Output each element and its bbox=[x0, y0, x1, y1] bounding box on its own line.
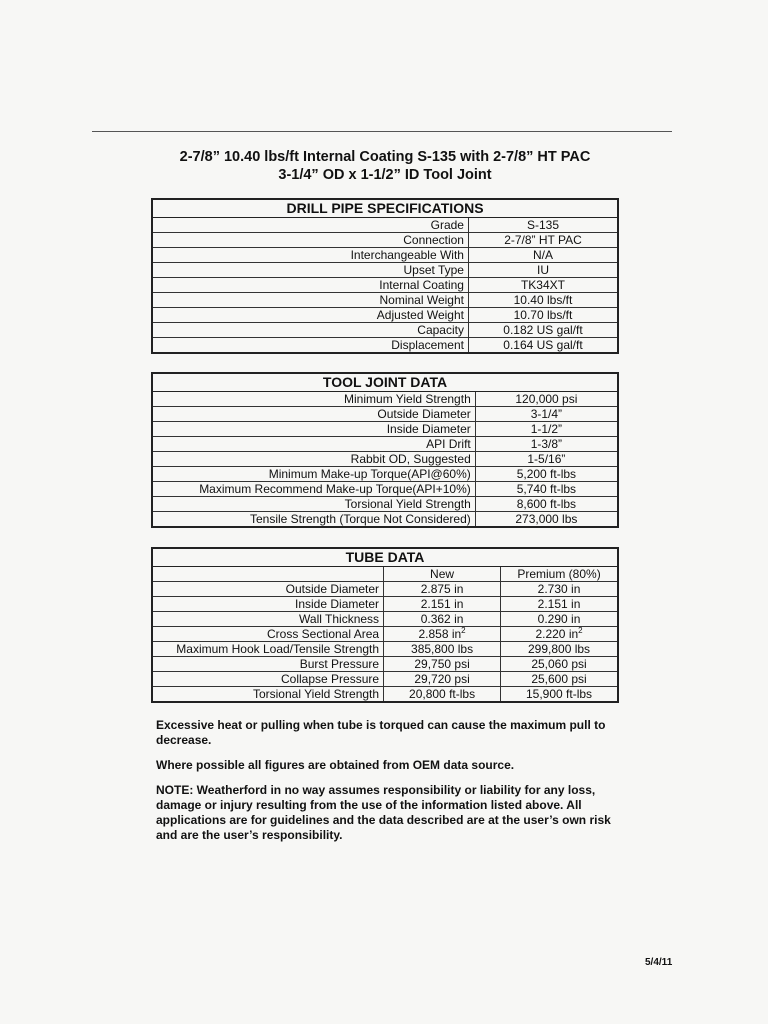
row-label: Outside Diameter bbox=[152, 407, 475, 422]
row-label: Maximum Hook Load/Tensile Strength bbox=[152, 642, 384, 657]
table-row bbox=[152, 482, 618, 497]
table-row bbox=[152, 293, 618, 308]
table-row bbox=[152, 512, 618, 528]
tool-joint-heading: TOOL JOINT DATA bbox=[152, 373, 618, 392]
drill-pipe-spec-table bbox=[151, 198, 619, 354]
row-label: Burst Pressure bbox=[152, 657, 384, 672]
row-value: 120,000 psi bbox=[475, 392, 618, 407]
row-value-new: 20,800 ft-lbs bbox=[384, 687, 501, 703]
row-value: 1-5/16” bbox=[475, 452, 618, 467]
table-row bbox=[152, 407, 618, 422]
row-value-new: 29,720 psi bbox=[384, 672, 501, 687]
row-value: 5,740 ft-lbs bbox=[475, 482, 618, 497]
row-label: Torsional Yield Strength bbox=[152, 687, 384, 703]
row-label: Tensile Strength (Torque Not Considered) bbox=[152, 512, 475, 528]
table-row bbox=[152, 323, 618, 338]
row-label: Rabbit OD, Suggested bbox=[152, 452, 475, 467]
table-row bbox=[152, 422, 618, 437]
row-value-new: 2.875 in bbox=[384, 582, 501, 597]
row-value-premium bbox=[501, 627, 618, 642]
row-value-premium: 15,900 ft-lbs bbox=[501, 687, 618, 703]
row-label: Outside Diameter bbox=[152, 582, 384, 597]
cross-area-new-value: 2.858 in bbox=[418, 627, 462, 641]
row-value: 5,200 ft-lbs bbox=[475, 467, 618, 482]
row-label: Displacement bbox=[152, 338, 468, 354]
row-value-new: 29,750 psi bbox=[384, 657, 501, 672]
table-row bbox=[152, 467, 618, 482]
table-row bbox=[152, 612, 618, 627]
row-value-premium: 2.730 in bbox=[501, 582, 618, 597]
table-row bbox=[152, 582, 618, 597]
row-label: Maximum Recommend Make-up Torque(API+10%) bbox=[152, 482, 475, 497]
row-value-premium: 299,800 lbs bbox=[501, 642, 618, 657]
table-row bbox=[152, 248, 618, 263]
table-row bbox=[152, 687, 618, 703]
table-row bbox=[152, 338, 618, 354]
row-value-premium: 0.290 in bbox=[501, 612, 618, 627]
row-label: Capacity bbox=[152, 323, 468, 338]
tube-heading: TUBE DATA bbox=[152, 548, 618, 567]
row-label: Interchangeable With bbox=[152, 248, 468, 263]
row-value-new: 385,800 lbs bbox=[384, 642, 501, 657]
col-header-new: New bbox=[384, 567, 501, 582]
superscript: 2 bbox=[461, 626, 466, 635]
row-value: 8,600 ft-lbs bbox=[475, 497, 618, 512]
table-row bbox=[152, 642, 618, 657]
table-row bbox=[152, 278, 618, 293]
row-label: Cross Sectional Area bbox=[152, 627, 384, 642]
row-value: 10.40 lbs/ft bbox=[468, 293, 618, 308]
top-divider bbox=[92, 131, 672, 132]
row-value: 0.164 US gal/ft bbox=[468, 338, 618, 354]
table-row bbox=[152, 263, 618, 278]
row-label: Nominal Weight bbox=[152, 293, 468, 308]
row-label: Internal Coating bbox=[152, 278, 468, 293]
note-source: Where possible all figures are obtained from OEM data source. bbox=[156, 758, 515, 772]
table-row bbox=[152, 597, 618, 612]
row-label: Connection bbox=[152, 233, 468, 248]
table-row bbox=[152, 218, 618, 233]
row-value: N/A bbox=[468, 248, 618, 263]
tube-data-table bbox=[151, 547, 619, 703]
row-label: Collapse Pressure bbox=[152, 672, 384, 687]
row-value: TK34XT bbox=[468, 278, 618, 293]
row-value: 2-7/8” HT PAC bbox=[468, 233, 618, 248]
row-value: 1-1/2” bbox=[475, 422, 618, 437]
table-header-row bbox=[152, 567, 618, 582]
row-value-premium: 2.151 in bbox=[501, 597, 618, 612]
table-row bbox=[152, 437, 618, 452]
superscript: 2 bbox=[578, 626, 583, 635]
drill-pipe-heading: DRILL PIPE SPECIFICATIONS bbox=[152, 199, 618, 218]
row-value: IU bbox=[468, 263, 618, 278]
col-header-premium: Premium (80%) bbox=[501, 567, 618, 582]
row-label: API Drift bbox=[152, 437, 475, 452]
table-row bbox=[152, 672, 618, 687]
row-value-premium: 25,060 psi bbox=[501, 657, 618, 672]
row-value-new bbox=[384, 627, 501, 642]
cross-area-premium-value: 2.220 in bbox=[535, 627, 579, 641]
row-value: 0.182 US gal/ft bbox=[468, 323, 618, 338]
empty-header-cell bbox=[152, 567, 384, 582]
row-label: Torsional Yield Strength bbox=[152, 497, 475, 512]
row-value: 10.70 lbs/ft bbox=[468, 308, 618, 323]
table-row bbox=[152, 497, 618, 512]
row-value-new: 0.362 in bbox=[384, 612, 501, 627]
row-label: Grade bbox=[152, 218, 468, 233]
row-label: Wall Thickness bbox=[152, 612, 384, 627]
note-heat: Excessive heat or pulling when tube is torqued can cause the maximum pull to decrease. bbox=[156, 718, 606, 747]
row-value: 273,000 lbs bbox=[475, 512, 618, 528]
notes-section bbox=[156, 718, 626, 853]
row-label: Minimum Yield Strength bbox=[152, 392, 475, 407]
table-row bbox=[152, 657, 618, 672]
row-label: Adjusted Weight bbox=[152, 308, 468, 323]
table-row bbox=[152, 627, 618, 642]
row-value-new: 2.151 in bbox=[384, 597, 501, 612]
title-line-2: 3-1/4” OD x 1-1/2” ID Tool Joint bbox=[278, 167, 492, 183]
row-value: S-135 bbox=[468, 218, 618, 233]
document-date: 5/4/11 bbox=[645, 957, 673, 968]
row-label: Minimum Make-up Torque(API@60%) bbox=[152, 467, 475, 482]
row-label: Inside Diameter bbox=[152, 422, 475, 437]
row-label: Upset Type bbox=[152, 263, 468, 278]
row-value: 3-1/4” bbox=[475, 407, 618, 422]
table-row bbox=[152, 308, 618, 323]
table-row bbox=[152, 392, 618, 407]
tool-joint-table bbox=[151, 372, 619, 528]
row-value: 1-3/8” bbox=[475, 437, 618, 452]
title-line-1: 2-7/8” 10.40 lbs/ft Internal Coating S-135 with 2-7/8” HT PAC bbox=[179, 149, 591, 165]
note-disclaimer: NOTE: Weatherford in no way assumes responsibility or liability for any loss, damage or injury resulting from the use of the information listed above. All applications are for guidelines and the data described are at the user’s own risk and are the user’s responsibility. bbox=[156, 783, 611, 842]
document-title bbox=[140, 148, 630, 184]
row-label: Inside Diameter bbox=[152, 597, 384, 612]
table-row bbox=[152, 452, 618, 467]
table-row bbox=[152, 233, 618, 248]
row-value-premium: 25,600 psi bbox=[501, 672, 618, 687]
